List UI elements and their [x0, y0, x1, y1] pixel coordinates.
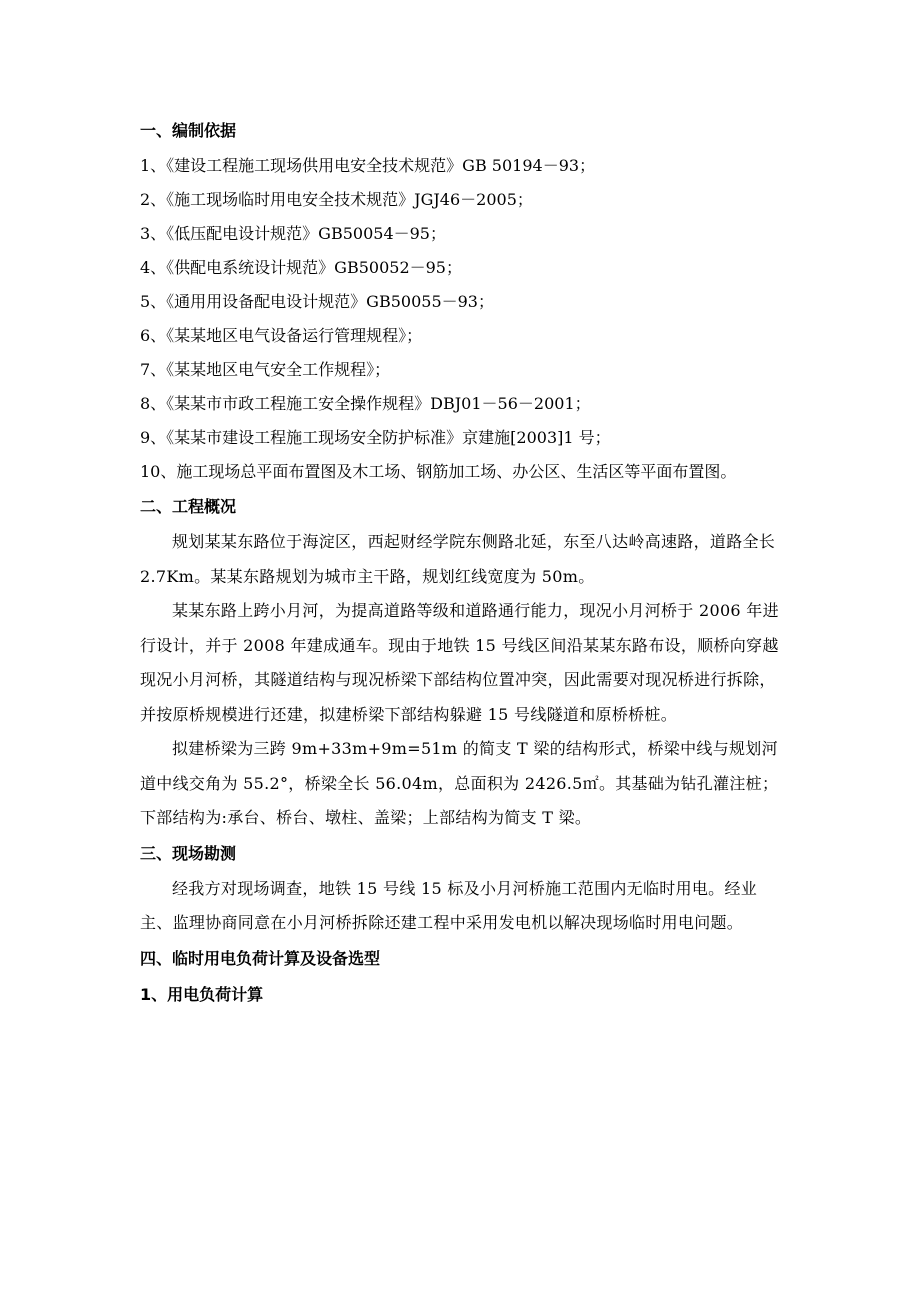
reference-item: 1、《建设工程施工现场供用电安全技术规范》GB 50194－93；	[140, 156, 596, 175]
reference-item: 8、《某某市市政工程施工安全操作规程》DBJ01－56－2001；	[140, 394, 591, 413]
reference-item: 6、《某某地区电气设备运行管理规程》；	[140, 326, 423, 345]
section-heading-load-calc: 四、临时用电负荷计算及设备选型	[140, 948, 381, 968]
section-heading-survey: 三、现场勘测	[140, 843, 237, 863]
section-heading-overview: 二、工程概况	[140, 497, 237, 516]
section-heading-basis: 一、编制依据	[140, 121, 237, 140]
reference-item: 7、《某某地区电气安全工作规程》；	[140, 360, 391, 379]
survey-paragraph: 经我方对现场调查，地铁 15 号线 15 标及小月河桥施工范围内无临时用电。经业主、监理协商同意在小月河桥拆除还建工程中采用发电机以解决现场临时用电问题。	[140, 878, 758, 932]
document-body	[140, 113, 785, 1013]
reference-item: 9、《某某市建设工程施工现场安全防护标准》京建施[2003]1 号；	[140, 428, 611, 447]
overview-paragraph: 拟建桥梁为三跨 9m+33m+9m=51m 的简支 T 梁的结构形式，桥梁中线与规划河道中线交角为 55.2°，桥梁全长 56.04m，总面积为 2426.5㎡。其基础为钻孔灌注桩；下部结构为:承台、桥台、墩柱、盖梁；上部结构为简支 T 梁。	[140, 739, 779, 827]
overview-paragraph: 某某东路上跨小月河，为提高道路等级和道路通行能力，现况小月河桥于 2006 年进行设计，并于 2008 年建成通车。现由于地铁 15 号线区间沿某某东路布设，顺桥向穿越现况小月河桥，其隧道结构与现况桥梁下部结构位置冲突，因此需要对现况桥进行拆除，并按原桥规模进行还建，拟建桥梁下部结构躲避 15 号线隧道和原桥桥桩。	[140, 601, 779, 724]
reference-item: 10、施工现场总平面布置图及木工场、钢筋加工场、办公区、生活区等平面布置图。	[140, 462, 737, 481]
reference-item: 3、《低压配电设计规范》GB50054－95；	[140, 224, 446, 243]
subsection-heading-load: 1、用电负荷计算	[140, 984, 264, 1004]
overview-paragraph: 规划某某东路位于海淀区，西起财经学院东侧路北延，东至八达岭高速路，道路全长 2.7Km。某某东路规划为城市主干路，规划红线宽度为 50m。	[140, 532, 776, 586]
reference-item: 5、《通用用设备配电设计规范》GB50055－93；	[140, 292, 494, 311]
reference-item: 4、《供配电系统设计规范》GB50052－95；	[140, 258, 462, 277]
reference-item: 2、《施工现场临时用电安全技术规范》JGJ46－2005；	[140, 190, 533, 209]
